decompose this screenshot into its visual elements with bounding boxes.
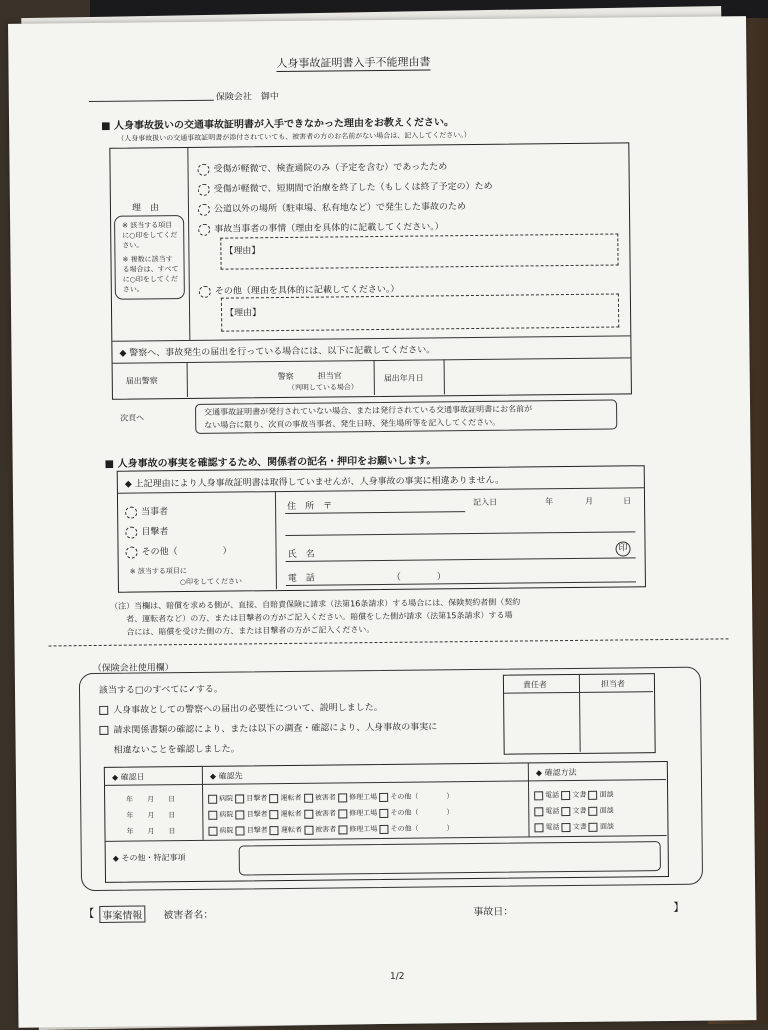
phone-label: 電 話 <box>287 573 315 584</box>
checkbox[interactable] <box>562 823 571 832</box>
insurer-line: 保険会社 御中 <box>215 92 279 103</box>
reason-option-2[interactable]: 受傷が軽微で、短期間で治療を終了した（もしくは終了予定の）ため <box>198 179 493 196</box>
case-info-open-bracket: 【 <box>83 907 95 921</box>
page-title: 人身事故証明書入手不能理由書 <box>276 55 431 71</box>
insurer-name-line <box>89 100 214 102</box>
check-all-note: 該当する□のすべてに✓する。 <box>98 684 223 696</box>
checkbox[interactable] <box>379 792 388 801</box>
checkbox[interactable] <box>534 807 543 816</box>
date-year: 年 <box>545 497 554 507</box>
checkbox[interactable] <box>236 826 245 835</box>
document-page <box>8 16 756 1028</box>
other-notes-input[interactable] <box>239 841 661 875</box>
row-date: 年 月 日 <box>126 827 176 836</box>
role-party[interactable]: 当事者 <box>125 504 168 518</box>
reason-tag-2: 【理由】 <box>225 308 262 319</box>
reason-option-4[interactable]: 事故当事者の事情（理由を具体的に記載してください。） <box>198 219 444 235</box>
footnote-3: 合には、賠償を受けた側の方、または目撃者の方がご記入ください。 <box>126 625 375 637</box>
checkbox[interactable] <box>208 794 217 803</box>
case-info-close-bracket: 】 <box>673 900 685 914</box>
target-list: 病院 目撃者 運転者 被害者 修理工場 その他（ ） <box>208 791 453 804</box>
target-list: 病院 目撃者 運転者 被害者 修理工場 その他（ ） <box>208 807 453 820</box>
section3-heading: （保険会社使用欄） <box>92 663 174 675</box>
col-method-header: ◆ 確認方法 <box>535 767 577 778</box>
checkbox[interactable] <box>235 794 244 803</box>
date-month: 月 <box>585 496 594 506</box>
option-circle[interactable] <box>198 223 210 235</box>
section1-note: （人身事故扱いの交通事故証明書が添付されていても、被害者の方のお名前がない場合は、記入してください。） <box>117 131 471 143</box>
checkbox[interactable] <box>338 809 347 818</box>
checkbox[interactable] <box>304 809 313 818</box>
reason-note2: ※ 複数に該当する場合は、すべてに○印をしてください。 <box>122 255 179 294</box>
accident-date-label: 事故日： <box>473 906 514 919</box>
phone-paren: （ ） <box>391 572 446 583</box>
footnote-2: 者、運転者など）の方、または目撃者の方がご記入ください。賠償をした側が請求（法第15条請求）する場 <box>126 610 513 624</box>
roles-note2: ○印をしてください <box>179 577 243 587</box>
role-other[interactable]: その他（ ） <box>125 544 231 559</box>
reason-label: 理 由 <box>131 203 160 214</box>
checkbox[interactable] <box>534 791 543 800</box>
option-circle[interactable] <box>197 163 209 175</box>
section1-heading: ■ 人身事故扱いの交通事故証明書が入手できなかった理由をお教えください。 <box>101 117 455 132</box>
checkbox[interactable] <box>379 808 388 817</box>
option-circle[interactable] <box>198 203 210 215</box>
reason-option-other[interactable]: その他（理由を具体的に記載してください。） <box>199 282 400 298</box>
checkbox[interactable] <box>270 794 279 803</box>
checkbox[interactable] <box>338 793 347 802</box>
method-list: 電話 文書 面談 <box>534 790 614 801</box>
date-day: 日 <box>623 496 632 506</box>
stamp-staff: 担当者 <box>600 679 626 689</box>
police-col-officer-sub: （判明している場合） <box>287 383 358 392</box>
police-col-date: 届出年月日 <box>383 373 424 383</box>
victim-name-label: 被害者名： <box>163 909 214 922</box>
checkbox[interactable] <box>99 706 108 715</box>
address-label: 住 所 〒 <box>287 501 333 512</box>
date-label: 記入日 <box>473 497 498 508</box>
case-info-label: 事案情報 <box>99 905 145 922</box>
check-documents-confirmed[interactable]: 請求関係書類の確認により、または以下の調査・確認により、人身事故の事実に <box>99 719 437 736</box>
seal-mark: 印 <box>615 541 630 556</box>
police-col-station: 届出警察 <box>125 376 158 386</box>
other-notes-label: ◆ その他・特記事項 <box>112 853 186 863</box>
option-circle[interactable] <box>198 183 210 195</box>
footnote-1: （注）当欄は、賠償を求める側が、直接、自賠責保険に請求（法第16条請求）する場合には、保険契約者側（契約 <box>110 597 521 611</box>
checkbox[interactable] <box>589 822 598 831</box>
option-circle[interactable] <box>125 546 137 558</box>
checkbox[interactable] <box>208 810 217 819</box>
checkbox[interactable] <box>304 793 313 802</box>
method-list: 電話 文書 面談 <box>534 806 614 817</box>
next-page-label: 次頁へ <box>120 413 145 423</box>
checkbox[interactable] <box>561 791 570 800</box>
reason-input-2[interactable] <box>221 293 619 331</box>
checkbox[interactable] <box>338 825 347 834</box>
row-date: 年 月 日 <box>126 811 176 820</box>
checkbox[interactable] <box>208 826 217 835</box>
page-number: 1/2 <box>389 971 405 982</box>
stamp-manager: 責任者 <box>522 680 548 690</box>
checkbox[interactable] <box>589 806 598 815</box>
checkbox[interactable] <box>270 826 279 835</box>
checkbox[interactable] <box>235 810 244 819</box>
section2-heading: ■ 人身事故の事実を確認するため、関係者の記名・押印をお願いします。 <box>104 455 437 470</box>
name-label: 氏 名 <box>287 549 315 560</box>
fact-statement: ◆ 上記理由により人身事故証明書は取得していませんが、人身事故の事実に相違ありません。 <box>124 475 505 490</box>
checkbox[interactable] <box>304 825 313 834</box>
checkbox[interactable] <box>534 823 543 832</box>
check-documents-confirmed-2: 相違ないことを確認しました。 <box>113 744 240 756</box>
checkbox[interactable] <box>589 790 598 799</box>
checkbox[interactable] <box>380 824 389 833</box>
checkbox[interactable] <box>270 810 279 819</box>
option-circle[interactable] <box>125 526 137 538</box>
police-col-officer: 警察 担当官 <box>277 371 342 382</box>
reason-input-1[interactable] <box>220 233 618 269</box>
reason-option-3[interactable]: 公道以外の場所（駐車場、私有地など）で発生した事故のため <box>198 199 466 215</box>
reason-note1: ※ 該当する項目に○印をしてください。 <box>122 221 178 250</box>
reason-option-1[interactable]: 受傷が軽微で、検査通院のみ（予定を含む）であったため <box>197 159 447 175</box>
next-page-note1: 交通事故証明書が発行されていない場合、または発行されている交通事故証明書にお名前が <box>204 404 533 417</box>
checkbox[interactable] <box>561 807 570 816</box>
option-circle[interactable] <box>199 285 211 297</box>
cut-line <box>49 638 729 646</box>
row-date: 年 月 日 <box>126 795 176 804</box>
role-witness[interactable]: 目撃者 <box>125 524 168 538</box>
method-list: 電話 文書 面談 <box>534 822 614 833</box>
option-circle[interactable] <box>125 506 137 518</box>
col-target-header: ◆ 確認先 <box>209 771 243 781</box>
roles-note1: ※ 該当する項目に <box>129 567 187 576</box>
next-page-note2: ない場合に限り、次頁の事故当事者、発生日時、発生場所等を記入してください。 <box>204 417 501 430</box>
target-list: 病院 目撃者 運転者 被害者 修理工場 その他（ ） <box>208 823 453 836</box>
col-date-header: ◆ 確認日 <box>111 772 145 782</box>
police-note: ◆ 警察へ、事故発生の届出を行っている場合には、以下に記載してください。 <box>119 345 436 359</box>
reason-tag-1: 【理由】 <box>224 246 261 257</box>
check-police-explained[interactable]: 人身事故としての警察への届出の必要性について、説明しました。 <box>99 700 383 716</box>
checkbox[interactable] <box>99 726 108 735</box>
